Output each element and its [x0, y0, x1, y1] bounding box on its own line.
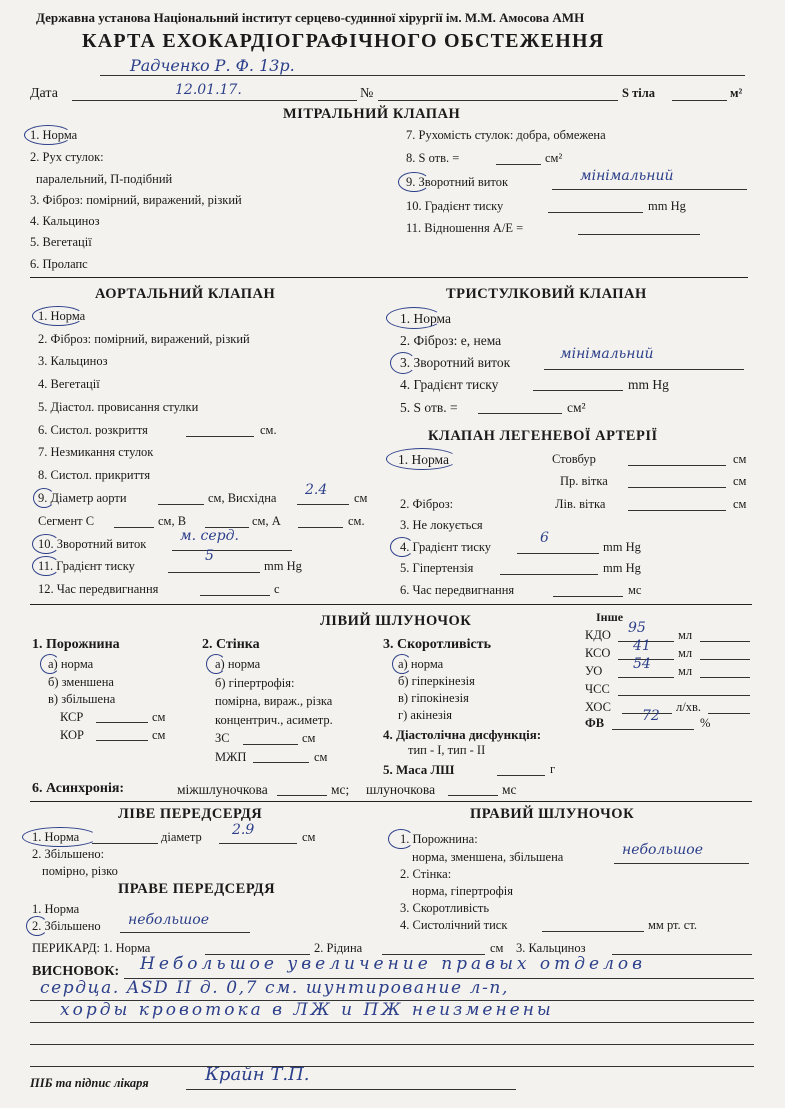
pulmonary-left-unit: см [733, 497, 747, 511]
lv-uo-label: УО [585, 664, 603, 678]
aortic-item-12: 12. Час передвигнання [38, 582, 159, 596]
aortic-item-5: 5. Діастол. провисання стулки [38, 400, 199, 414]
lv-kso-label: КСО [585, 646, 611, 660]
lv-kdo-label: КДО [585, 628, 611, 642]
pulmonary-norm-mark [386, 448, 458, 470]
ra-item-2: 2. Збільшено [32, 919, 101, 933]
aortic-diameter-mark [33, 488, 55, 508]
rv-value: небольшое [622, 842, 703, 858]
tricuspid-item-2: 2. Фіброз: е, нема [400, 333, 502, 348]
lv-kor-unit: см [152, 728, 166, 742]
lv-kor-label: КОР [60, 728, 85, 742]
aortic-segment-unit: см. [348, 514, 365, 528]
mitral-item-9: 9. Зворотний виток [406, 175, 509, 189]
rv-heading: ПРАВИЙ ШЛУНОЧОК [470, 806, 635, 822]
la-norm-line [92, 843, 158, 844]
lv-kso-unit: мл [678, 646, 693, 660]
lv-mvo-extra-line [708, 713, 750, 714]
segment-c-line [114, 527, 154, 528]
mitral-item-4: 4. Кальциноз [30, 214, 100, 228]
pulmonary-item-4-unit: mm Hg [603, 540, 641, 554]
lv-contract-akin: г) акінезія [398, 708, 453, 722]
la-heading: ЛІВЕ ПЕРЕДСЕРДЯ [118, 806, 263, 822]
signature-line [186, 1089, 516, 1090]
divider-2 [30, 604, 752, 605]
ra-value: небольшое [128, 912, 209, 928]
lv-mvo-label: ХОС [585, 700, 611, 714]
asynchrony-inter-unit: мс; [331, 782, 350, 797]
lv-contract-mark [392, 654, 412, 674]
aortic-norm-mark [32, 306, 84, 326]
form-title: КАРТА ЕХОКАРДІОГРАФІЧНОГО ОБСТЕЖЕННЯ [82, 30, 605, 52]
tricuspid-item-3: 3. Зворотний виток [400, 355, 511, 370]
pulmonary-trunk-unit: см [733, 452, 747, 466]
date-label: Дата [30, 86, 58, 101]
s-body-line [672, 100, 727, 101]
aortic-item-11-unit: mm Hg [264, 559, 302, 573]
aortic-item-4: 4. Вегетації [38, 377, 100, 391]
aortic-opening-line [186, 436, 254, 437]
la-diameter-line [219, 843, 297, 844]
aortic-heading: АОРТАЛЬНИЙ КЛАПАН [95, 286, 276, 302]
lv-kor-line [96, 740, 148, 741]
mitral-item-3: 3. Фіброз: помірний, виражений, різкий [30, 193, 242, 207]
mitral-item-2: 2. Рух стулок: [30, 150, 104, 164]
pulmonary-item-5: 5. Гіпертензія [400, 561, 474, 575]
segment-a-line [298, 527, 343, 528]
ra-enlarged-line [120, 932, 250, 933]
aortic-item-7: 7. Незмикання стулок [38, 445, 154, 459]
lv-zs-unit: см [302, 731, 316, 745]
aortic-ascending-unit: см [354, 491, 368, 505]
mitral-item-8: 8. S отв. = [406, 151, 460, 165]
tricuspid-heading: ТРИСТУЛКОВИЙ КЛАПАН [446, 286, 647, 302]
aortic-ascending-value: 2.4 [305, 482, 328, 498]
mitral-item-11: 11. Відношення А/Е = [406, 221, 524, 235]
date-value: 12.01.17. [175, 82, 242, 98]
lv-contract-hypo: в) гіпокінезія [398, 691, 469, 705]
aortic-item-12-unit: с [274, 582, 280, 596]
lv-mzhp-label: МЖП [215, 750, 247, 764]
mitral-regurg-line [552, 189, 747, 190]
pulmonary-trunk-line [628, 465, 726, 466]
la-item-1: 1. Норма [32, 830, 80, 844]
lv-kdo-value: 95 [628, 620, 646, 636]
aortic-regurg-value: м. серд. [180, 528, 239, 544]
asynchrony-vent-line [448, 795, 498, 796]
divider-3 [30, 801, 752, 802]
pulmonary-left-label: Лів. вітка [555, 497, 606, 511]
lv-ksr-label: КСР [60, 710, 84, 724]
aortic-ascending-label: см, Висхідна [208, 491, 277, 505]
divider-1 [30, 277, 748, 278]
lv-hr-line [618, 695, 750, 696]
mitral-regurg-mark [398, 172, 430, 192]
lv-heading: ЛІВИЙ ШЛУНОЧОК [320, 613, 472, 629]
asynchrony-label: 6. Асинхронія: [32, 781, 125, 796]
lv-contract-title: 3. Скоротливість [383, 637, 491, 652]
lv-cavity-normal: а) норма [48, 657, 94, 671]
aortic-segment-b: см, В [158, 514, 187, 528]
institution-name: Державна установа Національний інститут серцево-судинної хірургії ім. М.М. Амосова АМН [36, 10, 585, 25]
mitral-norm-mark [24, 125, 72, 145]
aortic-item-11: 11. Градієнт тиску [38, 559, 135, 573]
lv-uo-extra-line [700, 677, 750, 678]
tricuspid-item-5-unit: см² [567, 400, 586, 415]
lv-diastolic-title: 4. Діастолічна дисфункція: [383, 727, 542, 742]
la-diameter-label: діаметр [161, 830, 202, 844]
pulmonary-item-6: 6. Час передвигнання [400, 583, 515, 597]
rv-item-1-options: норма, зменшена, збільшена [412, 850, 564, 864]
tricuspid-item-1: 1. Норма [400, 311, 451, 326]
number-line [378, 100, 618, 101]
lv-ksr-unit: см [152, 710, 166, 724]
lv-mass-unit: г [550, 762, 556, 776]
conclusion-line-4 [30, 1044, 754, 1045]
mitral-item-5: 5. Вегетації [30, 235, 92, 249]
tricuspid-item-5: 5. S отв. = [400, 400, 458, 415]
mitral-item-1: 1. Норма [30, 128, 78, 142]
lv-kso-extra-line [700, 659, 750, 660]
conclusion-label: ВИСНОВОК: [32, 964, 120, 979]
pulmonary-ejection-line [553, 596, 623, 597]
mitral-heading: МІТРАЛЬНИЙ КЛАПАН [283, 106, 461, 122]
lv-kso-value: 41 [633, 638, 651, 654]
rv-item-4-unit: мм рт. ст. [648, 918, 697, 932]
aortic-item-10: 10. Зворотний виток [38, 537, 147, 551]
pulmonary-gradient-line [517, 553, 599, 554]
lv-contract-hyper: б) гіперкінезія [398, 674, 475, 688]
name-line [100, 75, 745, 76]
ra-heading: ПРАВЕ ПЕРЕДСЕРДЯ [118, 881, 276, 897]
aortic-item-8: 8. Систол. прикриття [38, 468, 151, 482]
aortic-item-2: 2. Фіброз: помірний, виражений, різкий [38, 332, 250, 346]
s-body-unit: м² [730, 86, 743, 100]
conclusion-line-5 [30, 1066, 754, 1067]
pulmonary-heading: КЛАПАН ЛЕГЕНЕВОЇ АРТЕРІЇ [428, 428, 658, 444]
aortic-regurg-mark [32, 534, 60, 554]
ra-enlarged-mark [26, 916, 48, 936]
lv-ef-label: ФВ [585, 716, 605, 730]
pulmonary-item-6-unit: мс [628, 583, 642, 597]
asynchrony-inter-line [277, 795, 327, 796]
lv-zs-line [243, 744, 298, 745]
aortic-item-6: 6. Систол. розкриття [38, 423, 148, 437]
lv-wall-title: 2. Стінка [202, 637, 260, 652]
ra-item-1: 1. Норма [32, 902, 80, 916]
aortic-gradient-mark [32, 556, 60, 576]
patient-name: Радченко Р. Ф. 13р. [130, 56, 295, 75]
rv-item-2: 2. Стінка: [400, 867, 452, 881]
la-item-2-options: помірно, різко [42, 864, 118, 878]
pulmonary-gradient-mark [390, 537, 414, 557]
tricuspid-regurg-line [544, 369, 744, 370]
pulmonary-item-2: 2. Фіброз: [400, 497, 454, 511]
lv-mvo-unit: л/хв. [676, 700, 701, 714]
aortic-ascending-line [297, 504, 349, 505]
la-diameter-unit: см [302, 830, 316, 844]
number-label: № [360, 86, 374, 101]
pulmonary-item-3: 3. Не локується [400, 518, 483, 532]
aortic-item-3: 3. Кальциноз [38, 354, 108, 368]
lv-cavity-title: 1. Порожнина [32, 637, 120, 652]
aortic-segment-c: Сегмент С [38, 514, 95, 528]
lv-kdo-extra-line [700, 641, 750, 642]
asynchrony-vent-unit: мс [502, 782, 517, 797]
mitral-item-8-unit: см² [545, 151, 563, 165]
lv-wall-normal: а) норма [215, 657, 261, 671]
lv-mzhp-line [253, 762, 309, 763]
lv-diastolic-types: тип - І, тип - ІІ [408, 743, 486, 757]
pericard-norm: ПЕРИКАРД: 1. Норма [32, 941, 151, 955]
tricuspid-gradient-line [533, 390, 623, 391]
pulmonary-right-line [628, 487, 726, 488]
lv-wall-type: концентрич., асиметр. [215, 713, 333, 727]
lv-contract-normal: а) норма [398, 657, 444, 671]
mitral-gradient-line [548, 212, 643, 213]
conclusion-line-3 [30, 1022, 754, 1023]
date-line [72, 100, 357, 101]
rv-item-2-options: норма, гіпертрофія [412, 884, 513, 898]
la-norm-mark [22, 827, 98, 847]
lv-uo-unit: мл [678, 664, 693, 678]
la-diameter-value: 2.9 [232, 822, 255, 838]
pulmonary-right-label: Пр. вітка [560, 474, 608, 488]
lv-cavity-mark [40, 654, 60, 674]
aortic-item-6-unit: см. [260, 423, 277, 437]
lv-wall-mark [206, 654, 226, 674]
lv-wall-degree: помірна, вираж., різка [215, 694, 333, 708]
mitral-regurg-value: мінімальний [580, 168, 674, 184]
lv-uo-line [618, 677, 674, 678]
aortic-regurg-line [172, 550, 292, 551]
aortic-item-1: 1. Норма [38, 309, 86, 323]
aortic-segment-a: см, А [252, 514, 281, 528]
lv-kdo-unit: мл [678, 628, 693, 642]
pericard-calc: 3. Кальциноз [516, 941, 586, 955]
rv-cavity-mark [388, 829, 414, 849]
mitral-item-6: 6. Пролапс [30, 257, 88, 271]
signature-label: ПІБ та підпис лікаря [30, 1076, 149, 1090]
mitral-item-10: 10. Градієнт тиску [406, 199, 504, 213]
lv-ef-unit: % [700, 716, 711, 730]
mitral-item-2-options: паралельний, П-подібний [36, 172, 173, 186]
aortic-item-9: 9. Діаметр аорти [38, 491, 127, 505]
pulmonary-item-5-unit: mm Hg [603, 561, 641, 575]
doctor-signature: Крайн Т.П. [205, 1064, 310, 1085]
lv-cavity-reduced: б) зменшена [48, 675, 114, 689]
rv-item-4: 4. Систолічний тиск [400, 918, 508, 932]
mitral-item-10-unit: mm Hg [648, 199, 686, 213]
aortic-gradient-value: 5 [205, 548, 214, 564]
lv-ef-line [612, 729, 694, 730]
pulmonary-item-4: 4. Градієнт тиску [400, 540, 492, 554]
lv-zs-label: ЗС [215, 731, 230, 745]
la-item-2: 2. Збільшено: [32, 847, 105, 861]
lv-other-label: Інше [596, 610, 624, 624]
pulmonary-item-1: 1. Норма [398, 452, 449, 467]
mitral-item-7: 7. Рухомість стулок: добра, обмежена [406, 128, 606, 142]
tricuspid-s-line [478, 413, 562, 414]
conclusion-text-2: сердца. ASD II д. 0,7 см. шунтирование л-п, [40, 978, 509, 998]
lv-ksr-line [96, 722, 148, 723]
tricuspid-norm-mark [386, 307, 442, 329]
mitral-s-line [496, 164, 541, 165]
lv-hr-label: ЧСС [585, 682, 610, 696]
aortic-diameter-line [158, 504, 204, 505]
rv-item-3: 3. Скоротливість [400, 901, 490, 915]
pulmonary-gradient-value: 6 [540, 530, 549, 546]
lv-mzhp-unit: см [314, 750, 328, 764]
aortic-gradient-line [168, 572, 260, 573]
rv-cavity-line [614, 863, 749, 864]
asynchrony-inter-label: міжшлуночкова [177, 782, 268, 797]
lv-wall-hypertrophy: б) гіпертрофія: [215, 676, 295, 690]
lv-cavity-enlarged: в) збільшена [48, 692, 116, 706]
rv-pressure-line [542, 931, 644, 932]
lv-mass-line [497, 775, 545, 776]
lv-mass-label: 5. Маса ЛШ [383, 762, 455, 777]
s-body-label: S тіла [622, 86, 655, 100]
tricuspid-regurg-value: мінімальний [560, 346, 654, 362]
lv-uo-value: 54 [633, 656, 651, 672]
lv-ef-value: 72 [642, 708, 660, 724]
tricuspid-item-4-unit: mm Hg [628, 377, 669, 392]
mitral-ae-line [578, 234, 700, 235]
tricuspid-regurg-mark [390, 352, 416, 374]
pulmonary-right-unit: см [733, 474, 747, 488]
pericard-fluid-unit: см [490, 941, 504, 955]
asynchrony-vent-label: шлуночкова [366, 782, 436, 797]
pulmonary-left-line [628, 510, 726, 511]
pulmonary-trunk-label: Стовбур [552, 452, 596, 466]
conclusion-text-3: хорды кровотока в ЛЖ и ПЖ неизменены [60, 1000, 554, 1020]
rv-item-1: 1. Порожнина: [400, 832, 478, 846]
conclusion-text-1: Небольшое увеличение правых отделов [140, 954, 647, 974]
pericard-fluid: 2. Рідина [314, 941, 363, 955]
aortic-ejection-line [200, 595, 270, 596]
pulmonary-hypertension-line [500, 574, 598, 575]
tricuspid-item-4: 4. Градієнт тиску [400, 377, 499, 392]
